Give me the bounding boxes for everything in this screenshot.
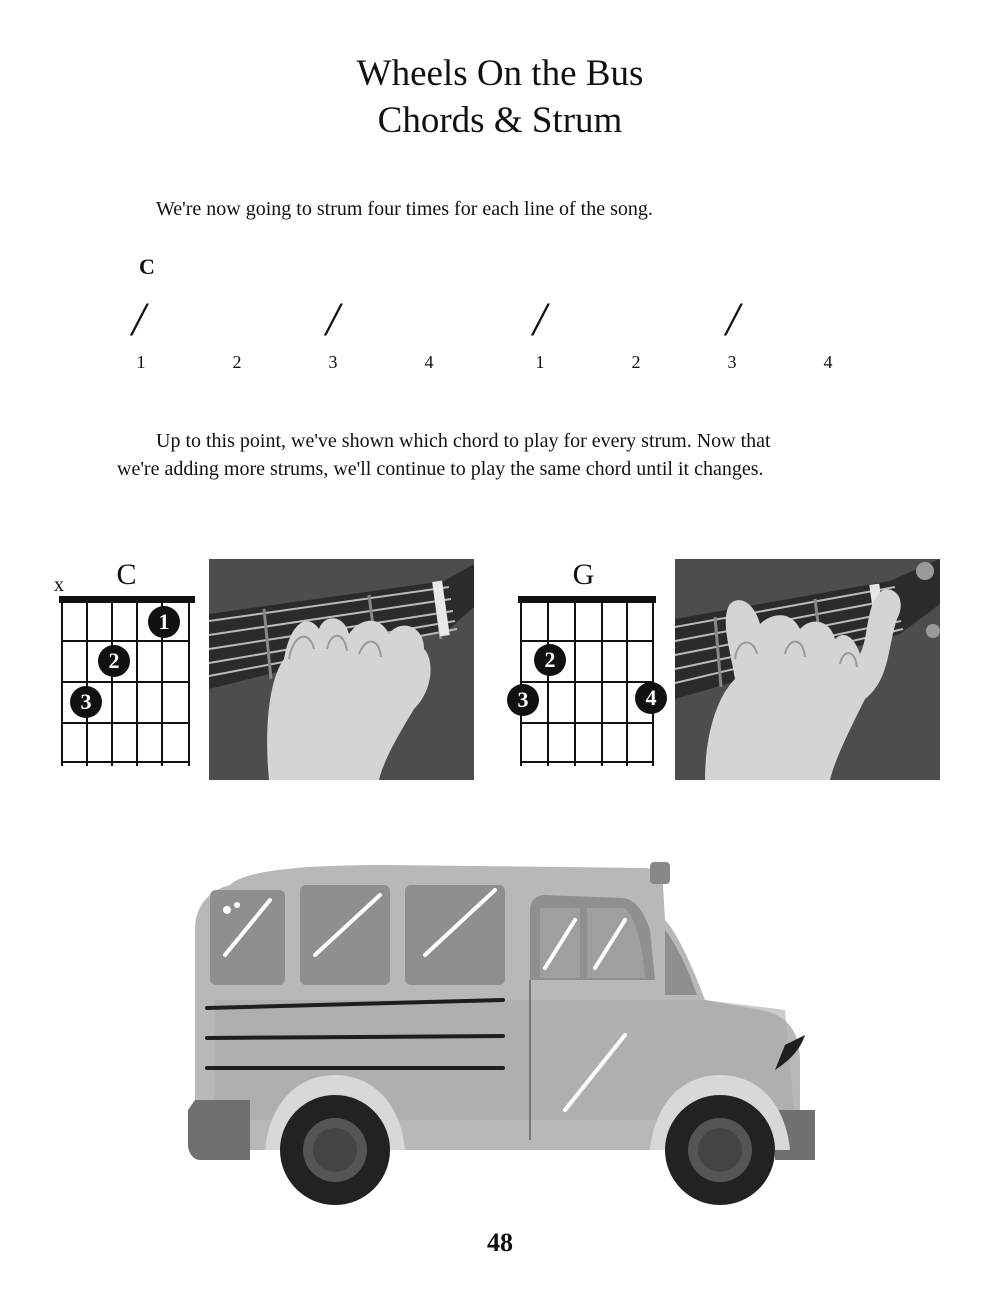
- bus-illustration: [185, 860, 820, 1210]
- hand-on-fretboard-image: [675, 559, 940, 780]
- intro-paragraph: We're now going to strum four times for each line of the song.: [156, 198, 653, 220]
- explanation-line-1: Up to this point, we've shown which chord to play for every strum. Now that: [156, 430, 771, 452]
- title-line-2: Chords & Strum: [377, 100, 623, 141]
- hand-on-fretboard-image: [209, 559, 474, 780]
- chord-diagram-name-g: G: [572, 558, 595, 591]
- finger-dot-3: 3: [70, 686, 102, 718]
- school-bus-image: [185, 860, 820, 1210]
- strum-chord-label: C: [139, 254, 155, 279]
- fretboard-grid-g: [517, 596, 657, 768]
- finger-dot-4: 4: [635, 682, 667, 714]
- chord-photo-g: [675, 559, 940, 780]
- page-number: 48: [487, 1228, 513, 1257]
- strum-slash-3: /: [533, 293, 547, 346]
- finger-dot-2: 2: [534, 644, 566, 676]
- page-title: [0, 50, 1000, 144]
- beat-count: 1: [535, 352, 545, 372]
- title-line-1: Wheels On the Bus: [356, 53, 644, 94]
- explanation-line-2: we're adding more strums, we'll continue to play the same chord until it changes.: [117, 458, 764, 480]
- strum-slash-1: /: [132, 293, 146, 346]
- finger-dot-2: 2: [98, 645, 130, 677]
- strum-slash-4: /: [726, 293, 740, 346]
- chord-photo-c: [209, 559, 474, 780]
- beat-count: 1: [136, 352, 146, 372]
- muted-string-mark: x: [54, 574, 64, 596]
- beat-count: 4: [424, 352, 434, 372]
- strum-slash-2: /: [326, 293, 340, 346]
- beat-count: 3: [328, 352, 338, 372]
- beat-count: 2: [232, 352, 242, 372]
- chord-diagram-g: [517, 596, 657, 768]
- finger-dot-1: 1: [148, 606, 180, 638]
- chord-diagram-c: [59, 596, 195, 768]
- beat-count: 2: [631, 352, 641, 372]
- finger-dot-3: 3: [507, 684, 539, 716]
- beat-count: 3: [727, 352, 737, 372]
- chord-diagram-name-c: C: [116, 558, 137, 591]
- beat-count: 4: [823, 352, 833, 372]
